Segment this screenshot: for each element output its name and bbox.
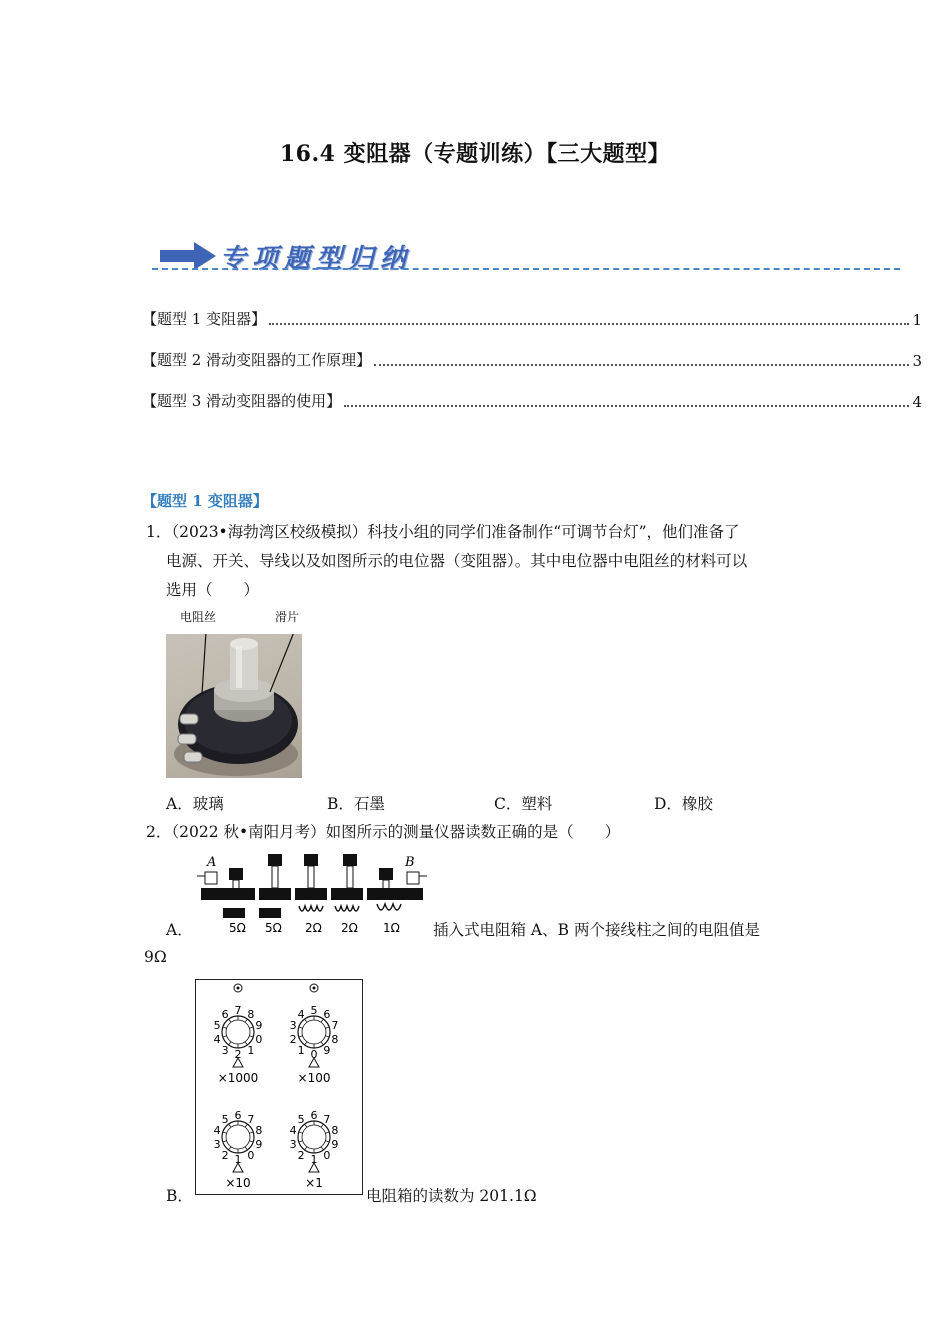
resistor-label: 5Ω bbox=[265, 921, 282, 935]
dial-tick bbox=[249, 1141, 253, 1142]
resistor-label: 2Ω bbox=[341, 921, 358, 935]
dial-tick bbox=[299, 1132, 303, 1133]
toc-entry-page: 1 bbox=[912, 311, 922, 329]
dial-tick bbox=[249, 1132, 253, 1133]
dial bbox=[290, 1109, 339, 1190]
dial-digit: 8 bbox=[247, 1008, 255, 1022]
dial-ring bbox=[226, 1020, 250, 1044]
dial-tick bbox=[223, 1141, 227, 1142]
dial-digit: 0 bbox=[247, 1148, 255, 1162]
knob-center bbox=[313, 987, 316, 990]
dial-digit: 9 bbox=[255, 1137, 263, 1151]
figure-label-slider: 滑片 bbox=[275, 610, 300, 624]
dial-digit: 1 bbox=[247, 1043, 255, 1057]
dial-digit: 0 bbox=[255, 1032, 263, 1046]
right-arrow-icon bbox=[160, 242, 216, 270]
question-2-stem: 2．（2022 秋•南阳月考）如图所示的测量仪器读数正确的是（ ） bbox=[146, 823, 621, 841]
potentiometer-photo bbox=[166, 634, 302, 778]
dial-digit: 9 bbox=[331, 1137, 339, 1151]
plug-resistance-box-figure bbox=[195, 852, 435, 938]
dial-ring bbox=[302, 1020, 326, 1044]
dial-digit: 7 bbox=[234, 1004, 242, 1017]
banner-divider bbox=[152, 268, 900, 270]
dial-digit: 9 bbox=[255, 1019, 263, 1033]
dial-digit: 7 bbox=[323, 1113, 331, 1127]
dial-digit: 8 bbox=[331, 1124, 339, 1138]
toc-entry[interactable] bbox=[142, 309, 922, 329]
dial-tick bbox=[229, 1124, 231, 1127]
dial-tick bbox=[229, 1042, 231, 1045]
dial-digit: 4 bbox=[289, 1124, 297, 1138]
dial-multiplier: ×100 bbox=[297, 1071, 331, 1085]
dial-digit: 5 bbox=[297, 1113, 305, 1127]
terminal-a-label: A bbox=[207, 855, 217, 870]
dial-digit: 6 bbox=[323, 1008, 331, 1022]
toc-entry-label: 【题型 1 变阻器】 bbox=[142, 310, 267, 328]
option-a-text: 插入式电阻箱 A、B 两个接线柱之间的电阻值是 bbox=[433, 921, 760, 939]
dial-tick bbox=[305, 1124, 307, 1127]
dial-digit: 1 bbox=[297, 1043, 305, 1057]
dial-digit: 2 bbox=[297, 1148, 305, 1162]
dial-ring bbox=[302, 1125, 326, 1149]
terminal-b-label: B bbox=[405, 855, 415, 870]
dial-digit: 8 bbox=[331, 1032, 339, 1046]
dial-digit: 5 bbox=[310, 1004, 318, 1017]
resistor-label: 2Ω bbox=[305, 921, 322, 935]
dial bbox=[214, 1109, 263, 1190]
dial-tick bbox=[299, 1027, 303, 1028]
toc-entry[interactable] bbox=[142, 391, 922, 411]
banner-title: 专项题型归纳 bbox=[220, 244, 413, 274]
dial-digit: 5 bbox=[213, 1019, 221, 1033]
dial bbox=[214, 984, 263, 1085]
dial-digit: 6 bbox=[310, 1109, 318, 1122]
toc-entry-page: 4 bbox=[912, 393, 922, 411]
dial-multiplier: ×10 bbox=[225, 1176, 251, 1190]
toc-leader bbox=[374, 363, 909, 366]
dial-ring bbox=[226, 1125, 250, 1149]
question-1-line-3: 选用（ ） bbox=[166, 581, 260, 599]
dial-digit: 0 bbox=[310, 1048, 318, 1061]
dial-tick bbox=[305, 1042, 307, 1045]
option-a-text-cont: 9Ω bbox=[144, 948, 167, 966]
option-b[interactable]: B．石墨 bbox=[327, 795, 385, 813]
dial-digit: 4 bbox=[213, 1032, 221, 1046]
dial-tick bbox=[229, 1019, 231, 1022]
question-1-line-2: 电源、开关、导线以及如图所示的电位器（变阻器）。其中电位器中电阻丝的材料可以 bbox=[166, 552, 748, 570]
dial-digit: 7 bbox=[331, 1019, 339, 1033]
dial-digit: 6 bbox=[221, 1008, 229, 1022]
option-d[interactable]: D．橡胶 bbox=[654, 795, 713, 813]
dial-tick bbox=[223, 1027, 227, 1028]
dial-tick bbox=[305, 1147, 307, 1150]
dial-tick bbox=[299, 1141, 303, 1142]
option-c[interactable]: C．塑料 bbox=[494, 795, 553, 813]
toc-leader bbox=[269, 322, 909, 325]
dial-digit: 2 bbox=[289, 1032, 297, 1046]
dial-tick bbox=[249, 1036, 253, 1037]
dial-digit: 3 bbox=[221, 1043, 229, 1057]
dial-multiplier: ×1 bbox=[305, 1176, 323, 1190]
dial-tick bbox=[249, 1027, 253, 1028]
resistor-label: 5Ω bbox=[229, 921, 246, 935]
dial-digit: 8 bbox=[255, 1124, 263, 1138]
dial-tick bbox=[325, 1132, 329, 1133]
dial-tick bbox=[299, 1036, 303, 1037]
dial bbox=[290, 984, 339, 1085]
option-b[interactable]: B． bbox=[166, 1187, 193, 1205]
dial-digit: 4 bbox=[213, 1124, 221, 1138]
section-heading: 【题型 1 变阻器】 bbox=[142, 492, 268, 510]
figure-label-wire: 电阻丝 bbox=[180, 610, 217, 624]
resistor-label: 1Ω bbox=[383, 921, 400, 935]
dial-tick bbox=[305, 1019, 307, 1022]
dial-digit: 2 bbox=[221, 1148, 229, 1162]
dial-digit: 4 bbox=[297, 1008, 305, 1022]
dial-tick bbox=[325, 1141, 329, 1142]
option-a[interactable]: A．玻璃 bbox=[166, 795, 224, 813]
dial-tick bbox=[223, 1036, 227, 1037]
dial-tick bbox=[223, 1132, 227, 1133]
dial-digit: 5 bbox=[221, 1113, 229, 1127]
dial-digit: 1 bbox=[310, 1153, 318, 1166]
page-title: 16.4 变阻器（专题训练）【三大题型】 bbox=[279, 141, 671, 167]
dial-digit: 6 bbox=[234, 1109, 242, 1122]
toc-entry-label: 【题型 3 滑动变阻器的使用】 bbox=[142, 392, 342, 410]
dial-tick bbox=[325, 1036, 329, 1037]
dial-digit: 3 bbox=[289, 1137, 297, 1151]
dial-digit: 7 bbox=[247, 1113, 255, 1127]
dial-digit: 9 bbox=[323, 1043, 331, 1057]
dial-digit: 3 bbox=[213, 1137, 221, 1151]
toc-entry-label: 【题型 2 滑动变阻器的工作原理】 bbox=[142, 351, 372, 369]
dial-digit: 0 bbox=[323, 1148, 331, 1162]
toc-entry[interactable] bbox=[142, 350, 922, 370]
toc-entry-page: 3 bbox=[912, 352, 922, 370]
dial-multiplier: ×1000 bbox=[217, 1071, 259, 1085]
dial-digit: 1 bbox=[234, 1153, 242, 1166]
dial-digit: 3 bbox=[289, 1019, 297, 1033]
dial-tick bbox=[325, 1027, 329, 1028]
dial-digit: 2 bbox=[234, 1048, 242, 1061]
toc-leader bbox=[344, 404, 909, 407]
knob-center bbox=[237, 987, 240, 990]
option-a[interactable]: A． bbox=[166, 921, 193, 939]
option-b-text: 电阻箱的读数为 201.1Ω bbox=[366, 1187, 537, 1205]
dial-resistance-box-figure bbox=[195, 979, 363, 1195]
dial-resistance-box-svg bbox=[196, 980, 362, 1194]
dial-tick bbox=[229, 1147, 231, 1150]
question-1-line-1: 1．（2023•海勃湾区校级模拟）科技小组的同学们准备制作“可调节台灯”，他们准备了 bbox=[146, 523, 740, 541]
